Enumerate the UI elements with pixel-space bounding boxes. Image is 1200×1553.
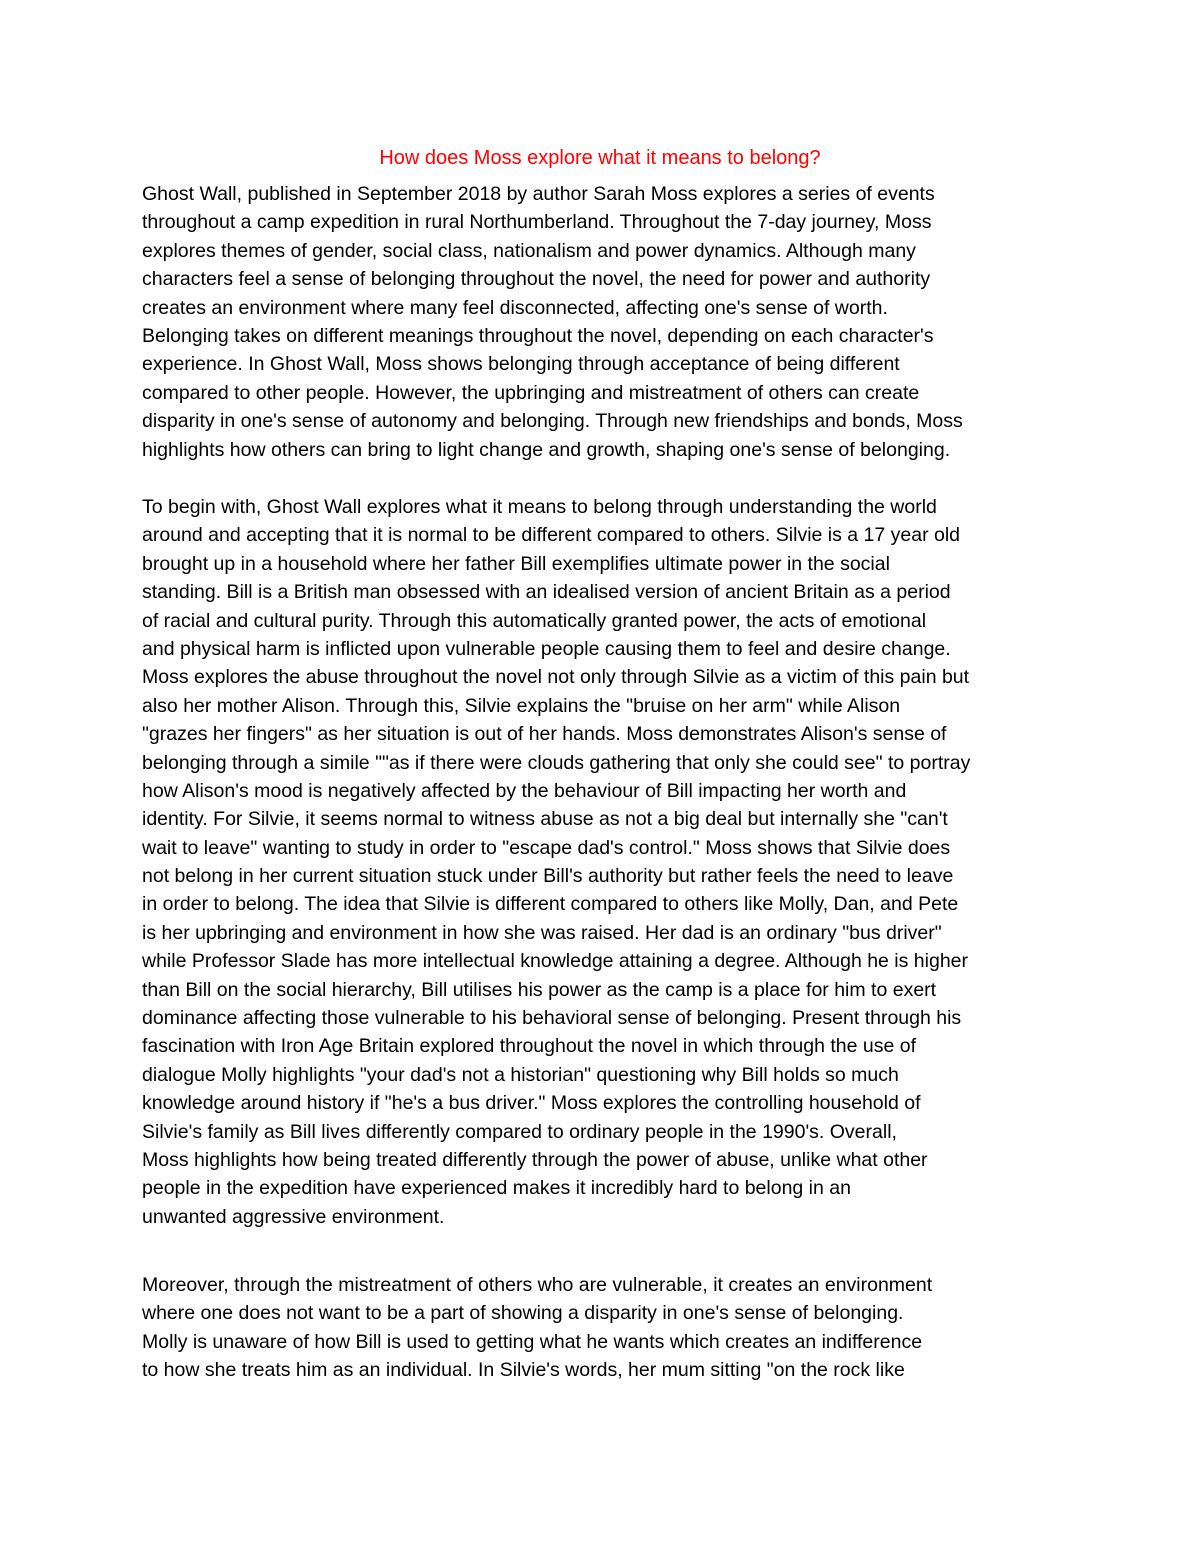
paragraph-line: characters feel a sense of belonging throughout the novel, the need for power and authority [142,268,931,291]
paragraph-line: also her mother Alison. Through this, Silvie explains the "bruise on her arm" while Alison [142,694,901,717]
paragraph-line: while Professor Slade has more intellectual knowledge attaining a degree. Although he is higher [142,950,969,973]
paragraph-line: disparity in one's sense of autonomy and belonging. Through new friendships and bonds, Moss [142,410,963,433]
paragraph-line: creates an environment where many feel disconnected, affecting one's sense of worth. [142,296,888,319]
paragraph-line: knowledge around history if "he's a bus driver." Moss explores the controlling household of [142,1092,921,1115]
paragraph-line: throughout a camp expedition in rural Northumberland. Throughout the 7-day journey, Moss [142,211,932,234]
paragraph-line: compared to other people. However, the upbringing and mistreatment of others can create [142,381,920,404]
paragraph-line: brought up in a household where her father Bill exemplifies ultimate power in the social [142,552,890,575]
paragraph-line: experience. In Ghost Wall, Moss shows belonging through acceptance of being different [142,353,900,376]
paragraph-line: and physical harm is inflicted upon vulnerable people causing them to feel and desire change. [142,637,951,660]
paragraph-line: Moreover, through the mistreatment of others who are vulnerable, it creates an environment [142,1274,933,1296]
paragraph-line: standing. Bill is a British man obsessed with an idealised version of ancient Britain as a period [142,581,951,604]
paragraph-line: is her upbringing and environment in how she was raised. Her dad is an ordinary "bus driver" [142,921,942,944]
document-title: How does Moss explore what it means to belong? [379,147,821,169]
paragraph-line: in order to belong. The idea that Silvie is different compared to others like Molly, Dan, and Pete [142,893,959,916]
paragraph-line: not belong in her current situation stuck under Bill's authority but rather feels the need to leave [142,865,954,888]
paragraph-line: to how she treats him as an individual. In Silvie's words, her mum sitting "on the rock like [142,1359,905,1382]
paragraph-line: dominance affecting those vulnerable to his behavioral sense of belonging. Present through his [142,1007,962,1030]
paragraph-line: Moss highlights how being treated differently through the power of abuse, unlike what other [142,1148,928,1171]
paragraph-line: around and accepting that it is normal to be different compared to others. Silvie is a 17 year old [142,524,961,547]
paragraph-line: highlights how others can bring to light change and growth, shaping one's sense of belonging. [142,438,951,461]
paragraph-line: identity. For Silvie, it seems normal to witness abuse as not a big deal but internally she "can't [142,808,948,831]
paragraph-3 [142,1271,1082,1385]
paragraph-line: than Bill on the social hierarchy, Bill utilises his power as the camp is a place for him to exert [142,978,937,1001]
paragraph-line: Ghost Wall, published in September 2018 by author Sarah Moss explores a series of events [142,183,935,205]
paragraph-line: "grazes her fingers" as her situation is out of her hands. Moss demonstrates Alison's sense of [142,723,947,746]
paragraph-line: people in the expedition have experienced makes it incredibly hard to belong in an [142,1177,851,1200]
paragraph-1 [142,180,1082,464]
paragraph-line: of racial and cultural purity. Through this automatically granted power, the acts of emotional [142,609,927,632]
paragraph-line: To begin with, Ghost Wall explores what it means to belong through understanding the world [142,496,937,518]
paragraph-line: Moss explores the abuse throughout the novel not only through Silvie as a victim of this pain but [142,666,970,689]
paragraph-line: Molly is unaware of how Bill is used to getting what he wants which creates an indifference [142,1330,923,1353]
paragraph-line: belonging through a simile ""as if there were clouds gathering that only she could see" to portray [142,751,971,774]
paragraph-line: explores themes of gender, social class, nationalism and power dynamics. Although many [142,239,916,262]
paragraph-line: how Alison's mood is negatively affected by the behaviour of Bill impacting her worth and [142,779,907,802]
paragraph-line: wait to leave" wanting to study in order to "escape dad's control." Moss shows that Silvie does [142,836,951,859]
paragraph-line: dialogue Molly highlights "your dad's not a historian" questioning why Bill holds so much [142,1063,899,1086]
paragraph-2 [142,493,1082,1231]
paragraph-line: Belonging takes on different meanings throughout the novel, depending on each character's [142,324,934,347]
paragraph-line: Silvie's family as Bill lives differently compared to ordinary people in the 1990's. Overall, [142,1120,897,1143]
paragraph-line: unwanted aggressive environment. [142,1205,445,1228]
paragraph-line: where one does not want to be a part of showing a disparity in one's sense of belonging. [142,1302,904,1325]
paragraph-line: fascination with Iron Age Britain explored throughout the novel in which through the use of [142,1035,916,1058]
